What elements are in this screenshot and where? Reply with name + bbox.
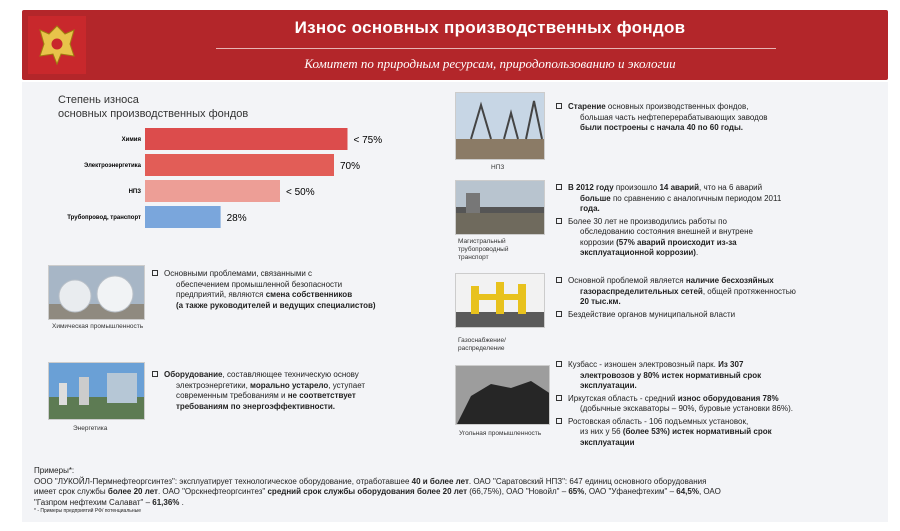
bar-2 bbox=[145, 180, 280, 202]
coal-caption: Угольная промышленность bbox=[459, 430, 542, 437]
bullet-icon bbox=[152, 371, 158, 377]
footer-note: * - Примеры предприятий РФ/ потенциальные bbox=[34, 508, 141, 514]
category-label: НПЗ bbox=[128, 189, 141, 195]
value-label: < 50% bbox=[286, 187, 315, 198]
bullet-icon bbox=[556, 395, 562, 401]
page-title: Износ основных производственных фондов bbox=[294, 18, 686, 37]
energy-caption: Энергетика bbox=[73, 425, 108, 432]
header-divider bbox=[216, 48, 776, 49]
gas-caption: Газоснабжение/ распределение bbox=[458, 337, 506, 352]
bullet-icon bbox=[556, 418, 562, 424]
category-label: Химия bbox=[121, 137, 141, 143]
chem-caption: Химическая промышленность bbox=[52, 323, 144, 330]
bullet-icon bbox=[556, 311, 562, 317]
bar-3 bbox=[145, 206, 221, 228]
coat-of-arms-icon bbox=[28, 16, 86, 74]
coal-text: Кузбасс - изношен электровозный парк. Из 307 электровозов у 80% истек нормативный срок эксплуатации. Иркутская область - средний износ оборудования 78% (добычные экскаваторы – 90%, буровые установки 86%). Ростовская область - 106 подъемных установок, из них у 56 (более 53%) истек нормативный срок эксплуатации bbox=[556, 360, 793, 448]
gas-text: Основной проблемой является наличие бесхозяйных газораспределительных сетей, общей протяженностью 20 тыс.км. Бездействие органов муниципальной власти bbox=[556, 276, 796, 320]
pipe-caption: Магистральный трубопроводный транспорт bbox=[458, 238, 509, 261]
bullet-icon bbox=[556, 218, 562, 224]
bullet-icon bbox=[152, 270, 158, 276]
bullet-icon bbox=[556, 184, 562, 190]
bar-1 bbox=[145, 154, 334, 176]
value-label: < 75% bbox=[353, 135, 383, 146]
bar-0 bbox=[145, 128, 348, 150]
category-label: Трубопровод, транспорт bbox=[67, 215, 141, 221]
chemical-plant-photo bbox=[48, 265, 145, 320]
npz-caption: НПЗ bbox=[491, 164, 505, 171]
footer-title: Примеры*: bbox=[34, 466, 75, 475]
bullet-icon bbox=[556, 103, 562, 109]
coal-photo bbox=[455, 365, 550, 425]
npz-text: Старение основных производственных фондов, большая часть нефтеперерабатывающих заводов были построены с начала 40 по 60 годы. bbox=[556, 102, 768, 134]
examples-footer: Примеры*: ООО "ЛУКОЙЛ-Пермнефтеоргсинтез": эксплуатирует технологическое оборудование, отработавшее 40 и более лет. ОАО "Саратовский НПЗ": 647 единиц основного оборудования имеет срок службы более 20 лет. ОАО "Орскнефтеоргсинтез" средний срок службы оборудования более 20 лет (66,75%), ОАО "Новойл" – 65%, ОАО "Уфанефтехим" – 64,5%, ОАО "Газпром нефтехим Салават" – 61,36% . * - Примеры предприятий РФ/ потенциальные bbox=[34, 466, 874, 515]
chart-title-line2: основных производственных фондов bbox=[58, 108, 249, 120]
chem-text: Основными проблемами, связанными с обеспечением промышленной безопасности предприятий, являются смена собственников (а также руководителей и ведущих специалистов) bbox=[152, 269, 376, 311]
chart-title-line1: Степень износа bbox=[58, 94, 139, 106]
gas-station-photo bbox=[455, 273, 545, 328]
energy-photo bbox=[48, 362, 145, 420]
page-subtitle: Комитет по природным ресурсам, природопользованию и экологии bbox=[304, 56, 676, 71]
value-label: 70% bbox=[340, 161, 361, 172]
bullet-icon bbox=[556, 277, 562, 283]
refinery-photo bbox=[455, 92, 545, 160]
bullet-icon bbox=[556, 361, 562, 367]
category-label: Электроэнергетика bbox=[83, 163, 141, 169]
pipe-text: В 2012 году произошло 14 аварий, что на 6 аварий больше по сравнению с аналогичным периодом 2011 года. Более 30 лет не производились работы по обследованию состояния внешней и внутрене коррозии (57% аварий происходит из-за эксплуатационной коррозии). bbox=[556, 183, 781, 259]
energy-text: Оборудование, составляющее техническую основу электроэнергетики, морально устарело, уступает современным требованиям и не соответствует требованиям по энергоэффективности. bbox=[152, 370, 365, 412]
value-label: 28% bbox=[226, 213, 247, 224]
pipeline-photo bbox=[455, 180, 545, 235]
wear-bar-chart bbox=[0, 120, 420, 230]
